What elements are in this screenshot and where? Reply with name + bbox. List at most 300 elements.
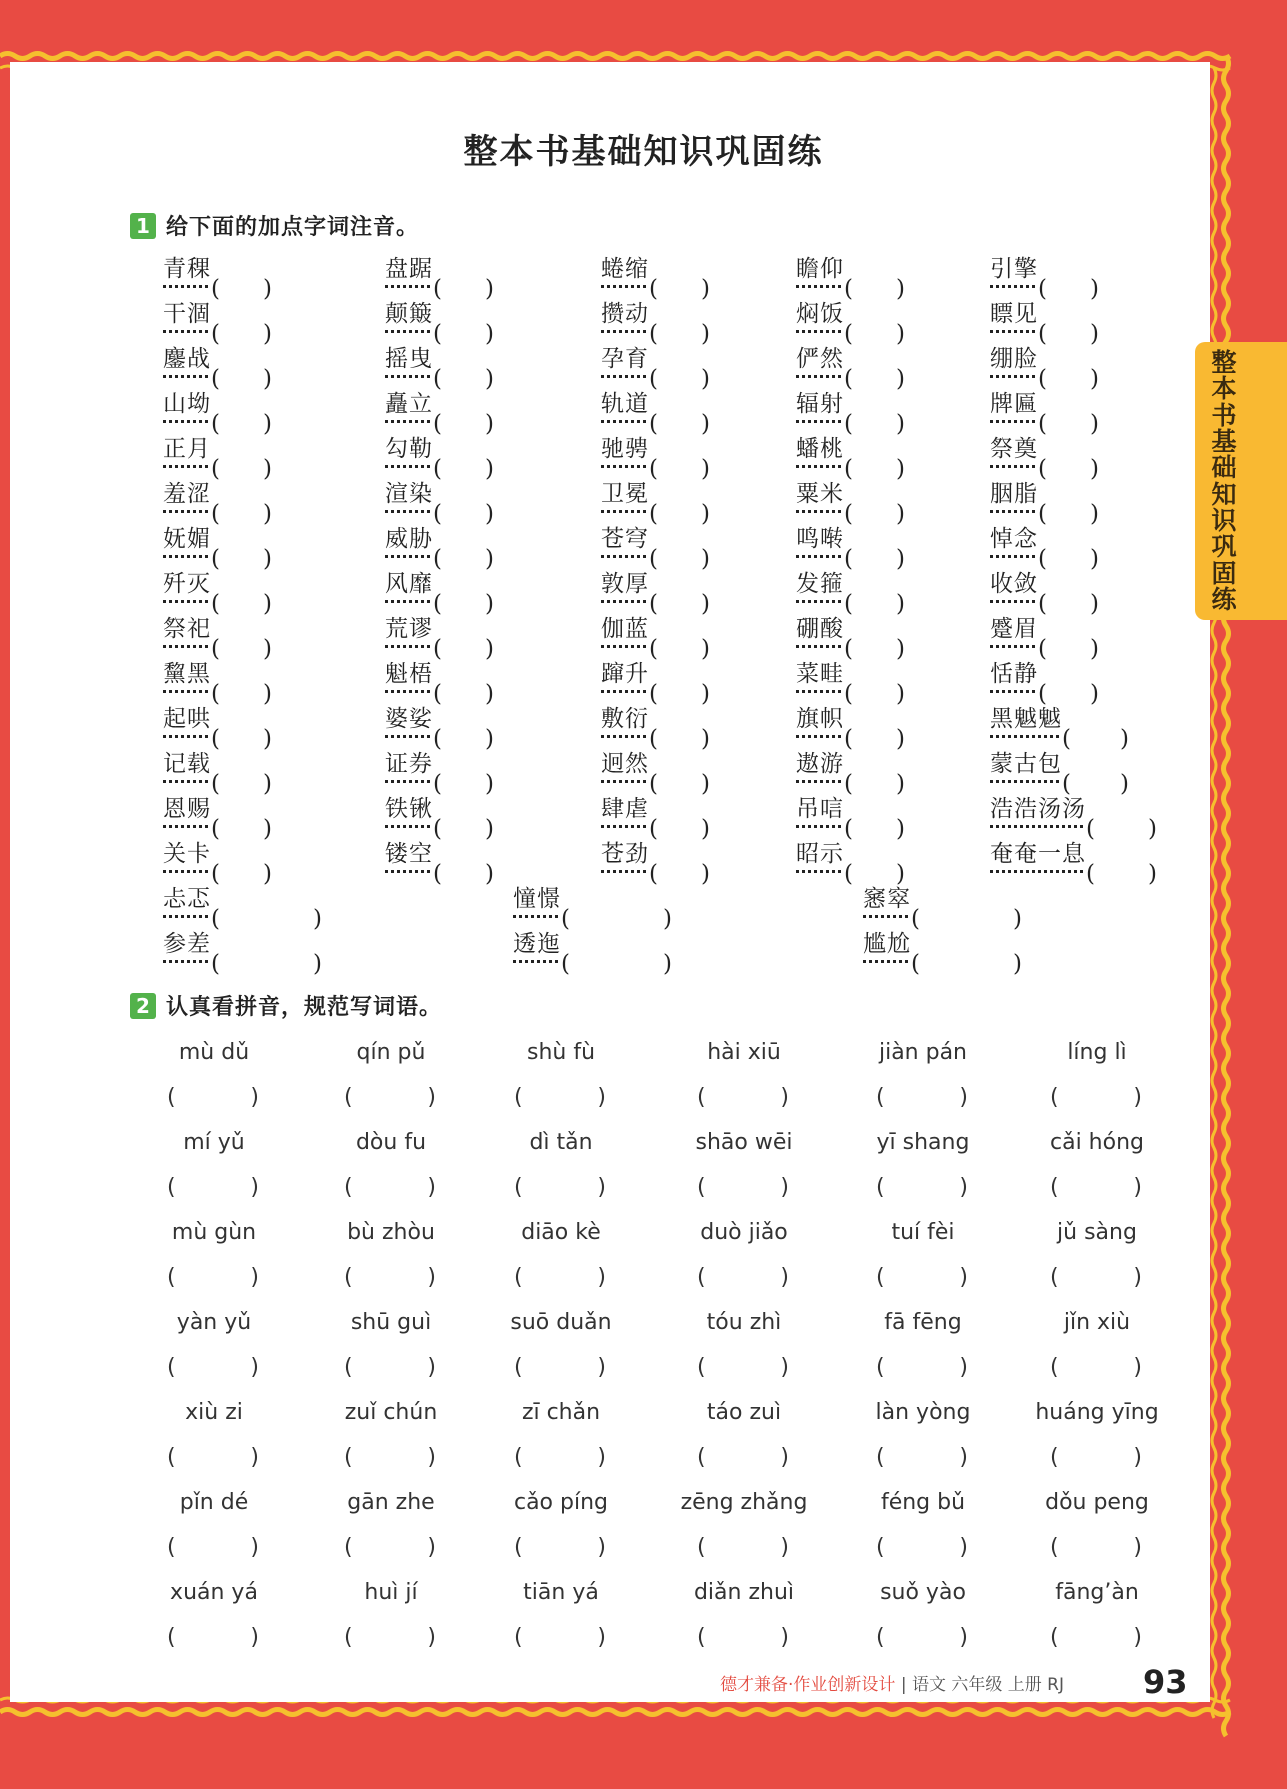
paren-close: ) bbox=[1090, 501, 1099, 527]
target-word: 攒动 bbox=[601, 301, 649, 327]
word-item bbox=[601, 475, 711, 527]
section1-grid bbox=[163, 250, 1193, 977]
paren-close: ) bbox=[427, 1355, 436, 1380]
paren-close: ) bbox=[1090, 591, 1099, 617]
pinyin-item: zēng zhǎng bbox=[680, 1490, 808, 1515]
pinyin-row bbox=[155, 1130, 1165, 1175]
paren-open: ( bbox=[211, 861, 220, 887]
word-item bbox=[163, 475, 273, 527]
paren-open: ( bbox=[844, 546, 853, 572]
word-item bbox=[796, 295, 906, 347]
word-item bbox=[601, 295, 711, 347]
paren-close: ) bbox=[1090, 681, 1099, 707]
target-word: 婆娑 bbox=[385, 706, 433, 732]
word-item bbox=[163, 430, 273, 482]
paren-close: ) bbox=[597, 1445, 606, 1470]
paren-open: ( bbox=[167, 1265, 176, 1290]
pinyin-item: bù zhòu bbox=[347, 1220, 435, 1245]
pinyin-item: hài xiū bbox=[707, 1040, 781, 1065]
paren-open: ( bbox=[433, 681, 442, 707]
word-item bbox=[385, 610, 495, 662]
paren-open: ( bbox=[649, 816, 658, 842]
paren-open: ( bbox=[649, 366, 658, 392]
paren-open: ( bbox=[514, 1445, 523, 1470]
paren-open: ( bbox=[697, 1355, 706, 1380]
paren-open: ( bbox=[433, 456, 442, 482]
paren-close: ) bbox=[485, 321, 494, 347]
word-item bbox=[601, 835, 711, 887]
paren-close: ) bbox=[701, 546, 710, 572]
paren-open: ( bbox=[844, 501, 853, 527]
paren-open: ( bbox=[649, 771, 658, 797]
word-item bbox=[796, 250, 906, 302]
paren-open: ( bbox=[911, 906, 920, 932]
pinyin-item: suō duǎn bbox=[510, 1310, 612, 1335]
paren-close: ) bbox=[597, 1175, 606, 1200]
paren-open: ( bbox=[1062, 726, 1071, 752]
paren-close: ) bbox=[896, 546, 905, 572]
pinyin-item: cǎi hóng bbox=[1050, 1130, 1144, 1155]
target-word: 吊唁 bbox=[796, 796, 844, 822]
word-row bbox=[163, 565, 1193, 617]
paren-open: ( bbox=[876, 1625, 885, 1650]
word-item bbox=[990, 295, 1100, 347]
target-word: 参差 bbox=[163, 931, 211, 957]
answer-row bbox=[155, 1625, 1165, 1670]
paren-close: ) bbox=[959, 1085, 968, 1110]
word-row bbox=[163, 835, 1193, 887]
pinyin-item: táo zuì bbox=[706, 1400, 782, 1425]
paren-close: ) bbox=[427, 1625, 436, 1650]
paren-open: ( bbox=[876, 1085, 885, 1110]
paren-close: ) bbox=[250, 1355, 259, 1380]
target-word: 蹿升 bbox=[601, 661, 649, 687]
paren-close: ) bbox=[1148, 861, 1157, 887]
word-item bbox=[863, 925, 1023, 977]
word-item bbox=[385, 745, 495, 797]
word-row bbox=[163, 385, 1193, 437]
paren-close: ) bbox=[597, 1355, 606, 1380]
paren-open: ( bbox=[344, 1175, 353, 1200]
paren-open: ( bbox=[697, 1265, 706, 1290]
target-word: 收敛 bbox=[990, 571, 1038, 597]
target-word: 歼灭 bbox=[163, 571, 211, 597]
paren-open: ( bbox=[433, 591, 442, 617]
word-item bbox=[513, 925, 673, 977]
target-word: 记载 bbox=[163, 751, 211, 777]
target-word: 敷衍 bbox=[601, 706, 649, 732]
section2-header bbox=[130, 990, 442, 1021]
word-item bbox=[796, 835, 906, 887]
word-item bbox=[163, 610, 273, 662]
page-title: 整本书基础知识巩固练 bbox=[463, 132, 824, 172]
paren-close: ) bbox=[597, 1265, 606, 1290]
paren-open: ( bbox=[649, 411, 658, 437]
paren-open: ( bbox=[211, 411, 220, 437]
paren-close: ) bbox=[485, 636, 494, 662]
paren-open: ( bbox=[844, 816, 853, 842]
target-word: 卫冕 bbox=[601, 481, 649, 507]
paren-open: ( bbox=[844, 591, 853, 617]
word-item bbox=[601, 700, 711, 752]
target-word: 昭示 bbox=[796, 841, 844, 867]
pinyin-item: féng bǔ bbox=[880, 1490, 966, 1515]
pinyin-item: huì jí bbox=[364, 1580, 418, 1605]
pinyin-row bbox=[155, 1220, 1165, 1265]
pinyin-item: dòu fu bbox=[355, 1130, 427, 1155]
pinyin-item: yī shang bbox=[876, 1130, 970, 1155]
word-row bbox=[163, 790, 1193, 842]
paren-close: ) bbox=[427, 1535, 436, 1560]
paren-close: ) bbox=[896, 816, 905, 842]
paren-close: ) bbox=[1090, 636, 1099, 662]
paren-close: ) bbox=[1090, 321, 1099, 347]
paren-open: ( bbox=[211, 771, 220, 797]
paren-close: ) bbox=[701, 636, 710, 662]
paren-close: ) bbox=[1090, 411, 1099, 437]
word-item bbox=[863, 880, 1023, 932]
word-item bbox=[163, 295, 273, 347]
section1-instruction: 给下面的加点字词注音。 bbox=[166, 215, 420, 240]
target-word: 蟠桃 bbox=[796, 436, 844, 462]
word-item bbox=[385, 655, 495, 707]
pinyin-item: fāng’àn bbox=[1055, 1580, 1139, 1605]
paren-open: ( bbox=[211, 366, 220, 392]
target-word: 发箍 bbox=[796, 571, 844, 597]
paren-open: ( bbox=[167, 1625, 176, 1650]
paren-open: ( bbox=[697, 1625, 706, 1650]
word-item bbox=[601, 430, 711, 482]
paren-close: ) bbox=[959, 1175, 968, 1200]
paren-close: ) bbox=[263, 321, 272, 347]
paren-close: ) bbox=[597, 1535, 606, 1560]
paren-open: ( bbox=[1050, 1265, 1059, 1290]
word-item bbox=[990, 655, 1100, 707]
paren-close: ) bbox=[701, 591, 710, 617]
paren-open: ( bbox=[514, 1175, 523, 1200]
paren-open: ( bbox=[344, 1535, 353, 1560]
paren-close: ) bbox=[959, 1355, 968, 1380]
paren-close: ) bbox=[780, 1445, 789, 1470]
target-word: 荒谬 bbox=[385, 616, 433, 642]
paren-open: ( bbox=[844, 771, 853, 797]
paren-close: ) bbox=[250, 1085, 259, 1110]
paren-open: ( bbox=[876, 1445, 885, 1470]
word-item bbox=[385, 385, 495, 437]
paren-open: ( bbox=[844, 411, 853, 437]
word-item bbox=[796, 430, 906, 482]
target-word: 黧黑 bbox=[163, 661, 211, 687]
paren-close: ) bbox=[263, 636, 272, 662]
paren-close: ) bbox=[701, 726, 710, 752]
pinyin-row bbox=[155, 1400, 1165, 1445]
paren-open: ( bbox=[1050, 1445, 1059, 1470]
side-tab-char: 知 bbox=[1211, 479, 1237, 509]
side-tab-char: 书 bbox=[1211, 400, 1237, 430]
answer-row bbox=[155, 1535, 1165, 1580]
word-item bbox=[990, 835, 1158, 887]
paren-open: ( bbox=[433, 411, 442, 437]
paren-close: ) bbox=[959, 1445, 968, 1470]
paren-open: ( bbox=[649, 636, 658, 662]
paren-open: ( bbox=[433, 816, 442, 842]
word-item bbox=[990, 520, 1100, 572]
target-word: 悼念 bbox=[990, 526, 1038, 552]
footer-grade: 六年级 bbox=[951, 1675, 1003, 1695]
word-row bbox=[163, 475, 1193, 527]
target-word: 胭脂 bbox=[990, 481, 1038, 507]
word-item bbox=[385, 430, 495, 482]
target-word: 妩媚 bbox=[163, 526, 211, 552]
paren-open: ( bbox=[649, 861, 658, 887]
paren-open: ( bbox=[844, 861, 853, 887]
paren-close: ) bbox=[485, 501, 494, 527]
paren-close: ) bbox=[663, 951, 672, 977]
paren-close: ) bbox=[701, 366, 710, 392]
side-tab-char: 巩 bbox=[1211, 532, 1237, 562]
section2-instruction: 认真看拼音，规范写词语。 bbox=[166, 995, 443, 1020]
paren-open: ( bbox=[649, 546, 658, 572]
paren-open: ( bbox=[649, 591, 658, 617]
paren-open: ( bbox=[167, 1445, 176, 1470]
paren-open: ( bbox=[1038, 681, 1047, 707]
paren-open: ( bbox=[1038, 501, 1047, 527]
word-item bbox=[385, 835, 495, 887]
target-word: 颠簸 bbox=[385, 301, 433, 327]
word-item bbox=[163, 835, 273, 887]
paren-close: ) bbox=[780, 1265, 789, 1290]
paren-close: ) bbox=[250, 1625, 259, 1650]
paren-close: ) bbox=[485, 546, 494, 572]
target-word: 辐射 bbox=[796, 391, 844, 417]
paren-close: ) bbox=[1120, 726, 1129, 752]
word-item bbox=[990, 790, 1158, 842]
target-word: 祭祀 bbox=[163, 616, 211, 642]
target-word: 证券 bbox=[385, 751, 433, 777]
target-word: 苍劲 bbox=[601, 841, 649, 867]
word-row bbox=[163, 295, 1193, 347]
paren-close: ) bbox=[1133, 1445, 1142, 1470]
word-item bbox=[385, 340, 495, 392]
paren-close: ) bbox=[701, 411, 710, 437]
paren-open: ( bbox=[1038, 411, 1047, 437]
paren-close: ) bbox=[959, 1535, 968, 1560]
side-tab-char: 本 bbox=[1211, 374, 1237, 404]
paren-close: ) bbox=[250, 1265, 259, 1290]
pinyin-item: gān zhe bbox=[347, 1490, 435, 1515]
paren-close: ) bbox=[1013, 906, 1022, 932]
paren-close: ) bbox=[485, 816, 494, 842]
pinyin-item: dǒu peng bbox=[1045, 1490, 1149, 1515]
paren-close: ) bbox=[701, 861, 710, 887]
pinyin-item: diǎn zhuì bbox=[693, 1580, 795, 1605]
paren-close: ) bbox=[263, 411, 272, 437]
paren-close: ) bbox=[780, 1085, 789, 1110]
paren-close: ) bbox=[896, 321, 905, 347]
target-word: 苍穹 bbox=[601, 526, 649, 552]
section1-number-badge: 1 bbox=[130, 213, 156, 239]
word-item bbox=[601, 250, 711, 302]
paren-close: ) bbox=[1090, 546, 1099, 572]
paren-open: ( bbox=[649, 456, 658, 482]
word-item bbox=[796, 475, 906, 527]
paren-open: ( bbox=[1050, 1535, 1059, 1560]
paren-open: ( bbox=[649, 276, 658, 302]
paren-open: ( bbox=[433, 501, 442, 527]
target-word: 奄奄一息 bbox=[990, 841, 1086, 867]
pinyin-item: dì tǎn bbox=[529, 1130, 593, 1155]
target-word: 迥然 bbox=[601, 751, 649, 777]
target-word: 祭奠 bbox=[990, 436, 1038, 462]
word-item bbox=[163, 925, 323, 977]
word-item bbox=[601, 610, 711, 662]
paren-open: ( bbox=[649, 681, 658, 707]
paren-close: ) bbox=[1120, 771, 1129, 797]
paren-open: ( bbox=[344, 1445, 353, 1470]
target-word: 矗立 bbox=[385, 391, 433, 417]
paren-close: ) bbox=[427, 1265, 436, 1290]
target-word: 关卡 bbox=[163, 841, 211, 867]
word-item bbox=[601, 655, 711, 707]
pinyin-item: duò jiǎo bbox=[700, 1220, 788, 1245]
word-item bbox=[990, 385, 1100, 437]
paren-open: ( bbox=[433, 861, 442, 887]
paren-close: ) bbox=[896, 861, 905, 887]
word-row bbox=[163, 520, 1193, 572]
paren-open: ( bbox=[876, 1265, 885, 1290]
paren-close: ) bbox=[896, 276, 905, 302]
paren-open: ( bbox=[1038, 366, 1047, 392]
paren-open: ( bbox=[1038, 276, 1047, 302]
paren-open: ( bbox=[1086, 861, 1095, 887]
word-row bbox=[163, 340, 1193, 392]
paren-close: ) bbox=[485, 726, 494, 752]
pinyin-item: fā fēng bbox=[884, 1310, 962, 1335]
target-word: 驰骋 bbox=[601, 436, 649, 462]
paren-open: ( bbox=[211, 636, 220, 662]
target-word: 鏖战 bbox=[163, 346, 211, 372]
paren-open: ( bbox=[697, 1445, 706, 1470]
paren-close: ) bbox=[780, 1355, 789, 1380]
page-number: 93 bbox=[1143, 1663, 1188, 1701]
paren-close: ) bbox=[896, 366, 905, 392]
target-word: 魁梧 bbox=[385, 661, 433, 687]
paren-close: ) bbox=[313, 906, 322, 932]
paren-open: ( bbox=[876, 1355, 885, 1380]
paren-open: ( bbox=[433, 276, 442, 302]
word-item bbox=[385, 250, 495, 302]
target-word: 引擎 bbox=[990, 256, 1038, 282]
paren-close: ) bbox=[701, 816, 710, 842]
target-word: 青稞 bbox=[163, 256, 211, 282]
pinyin-item: qín pǔ bbox=[356, 1040, 426, 1065]
paren-close: ) bbox=[485, 366, 494, 392]
word-item bbox=[796, 610, 906, 662]
target-word: 勾勒 bbox=[385, 436, 433, 462]
word-row bbox=[163, 430, 1193, 482]
word-item bbox=[990, 430, 1100, 482]
paren-close: ) bbox=[263, 591, 272, 617]
word-row bbox=[163, 250, 1193, 302]
word-item bbox=[796, 655, 906, 707]
paren-close: ) bbox=[313, 951, 322, 977]
paren-open: ( bbox=[697, 1175, 706, 1200]
paren-open: ( bbox=[211, 546, 220, 572]
word-item bbox=[990, 700, 1130, 752]
footer-volume: 上册 bbox=[1007, 1675, 1042, 1695]
paren-close: ) bbox=[597, 1085, 606, 1110]
word-item bbox=[385, 475, 495, 527]
pinyin-item: shū guì bbox=[350, 1310, 432, 1335]
paren-open: ( bbox=[844, 321, 853, 347]
word-item bbox=[990, 340, 1100, 392]
paren-close: ) bbox=[250, 1175, 259, 1200]
paren-open: ( bbox=[433, 321, 442, 347]
pinyin-item: zī chǎn bbox=[521, 1400, 601, 1425]
paren-close: ) bbox=[959, 1265, 968, 1290]
paren-close: ) bbox=[250, 1535, 259, 1560]
pinyin-row bbox=[155, 1490, 1165, 1535]
paren-open: ( bbox=[211, 276, 220, 302]
paren-open: ( bbox=[344, 1085, 353, 1110]
paren-open: ( bbox=[514, 1535, 523, 1560]
target-word: 旗帜 bbox=[796, 706, 844, 732]
paren-close: ) bbox=[1013, 951, 1022, 977]
paren-close: ) bbox=[1133, 1265, 1142, 1290]
paren-close: ) bbox=[780, 1625, 789, 1650]
word-item bbox=[163, 700, 273, 752]
pinyin-item: tóu zhì bbox=[706, 1310, 782, 1335]
target-word: 伽蓝 bbox=[601, 616, 649, 642]
paren-open: ( bbox=[697, 1535, 706, 1560]
pinyin-item: yàn yǔ bbox=[176, 1310, 252, 1335]
section2-number-badge: 2 bbox=[130, 993, 156, 1019]
pinyin-item: líng lì bbox=[1067, 1040, 1127, 1065]
pinyin-item: jiàn pán bbox=[878, 1040, 968, 1065]
paren-close: ) bbox=[701, 276, 710, 302]
target-word: 肆虐 bbox=[601, 796, 649, 822]
paren-close: ) bbox=[896, 501, 905, 527]
side-tab-char: 识 bbox=[1211, 505, 1237, 535]
paren-close: ) bbox=[263, 456, 272, 482]
paren-open: ( bbox=[844, 366, 853, 392]
word-item bbox=[601, 385, 711, 437]
word-item bbox=[163, 790, 273, 842]
word-item bbox=[796, 790, 906, 842]
pinyin-item: jǔ sàng bbox=[1057, 1220, 1137, 1245]
word-item bbox=[601, 340, 711, 392]
word-row bbox=[163, 745, 1193, 797]
word-item bbox=[990, 610, 1100, 662]
paren-open: ( bbox=[433, 726, 442, 752]
side-tab-char: 固 bbox=[1211, 558, 1237, 588]
paren-open: ( bbox=[344, 1265, 353, 1290]
word-item bbox=[990, 475, 1100, 527]
word-item bbox=[385, 295, 495, 347]
paren-close: ) bbox=[485, 456, 494, 482]
word-row-wide bbox=[163, 925, 1193, 977]
pinyin-item: tuí fèi bbox=[891, 1220, 955, 1245]
paren-open: ( bbox=[1086, 816, 1095, 842]
target-word: 透迤 bbox=[513, 931, 561, 957]
paren-close: ) bbox=[485, 591, 494, 617]
paren-open: ( bbox=[433, 636, 442, 662]
paren-close: ) bbox=[896, 681, 905, 707]
paren-open: ( bbox=[1038, 636, 1047, 662]
target-word: 起哄 bbox=[163, 706, 211, 732]
target-word: 浩浩汤汤 bbox=[990, 796, 1086, 822]
pinyin-item: suǒ yào bbox=[880, 1580, 966, 1605]
